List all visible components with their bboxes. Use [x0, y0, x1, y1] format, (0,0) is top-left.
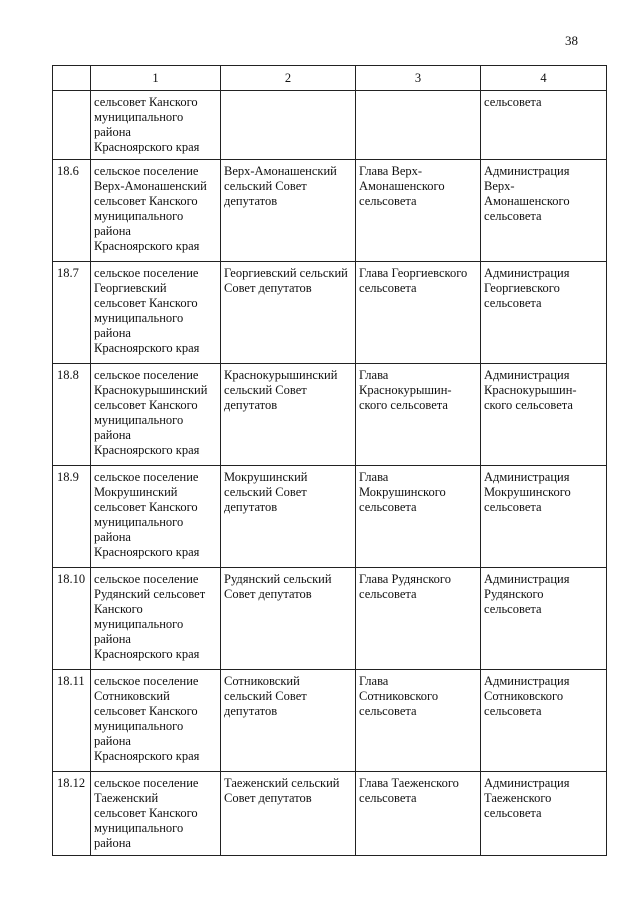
row-number-cell: 18.8 [53, 364, 91, 466]
administration-cell: Администрация Верх- Амонашенского сельсовета [481, 160, 607, 262]
municipality-cell: сельсовет Канского муниципального района Красноярского края [91, 91, 221, 160]
administration-cell: Администрация Таеженского сельсовета [481, 772, 607, 856]
municipality-cell: сельское поселение Рудянский сельсовет Канского муниципального района Красноярского края [91, 568, 221, 670]
administration-cell: Администрация Мокрушинского сельсовета [481, 466, 607, 568]
municipality-cell: сельское поселение Краснокурышинский сельсовет Канского муниципального района Красноярского края [91, 364, 221, 466]
head-cell: Глава Сотниковского сельсовета [356, 670, 481, 772]
head-cell: Глава Георгиевского сельсовета [356, 262, 481, 364]
administration-cell: сельсовета [481, 91, 607, 160]
table-row [53, 160, 607, 262]
row-number-cell: 18.9 [53, 466, 91, 568]
table-row [53, 568, 607, 670]
head-cell: Глава Таеженского сельсовета [356, 772, 481, 856]
table-header-row [53, 66, 607, 91]
header-cell-3: 3 [356, 66, 481, 91]
row-number-cell: 18.6 [53, 160, 91, 262]
council-cell [221, 91, 356, 160]
table-row [53, 772, 607, 856]
header-cell-1: 1 [91, 66, 221, 91]
header-cell-4: 4 [481, 66, 607, 91]
administration-cell: Администрация Рудянского сельсовета [481, 568, 607, 670]
council-cell: Верх-Амонашенский сельский Совет депутатов [221, 160, 356, 262]
administration-cell: Администрация Краснокурышин- ского сельсовета [481, 364, 607, 466]
council-cell: Краснокурышинский сельский Совет депутатов [221, 364, 356, 466]
row-number-cell: 18.11 [53, 670, 91, 772]
municipality-cell: сельское поселение Сотниковский сельсовет Канского муниципального района Красноярского края [91, 670, 221, 772]
administration-cell: Администрация Сотниковского сельсовета [481, 670, 607, 772]
council-cell: Таеженский сельский Совет депутатов [221, 772, 356, 856]
council-cell: Рудянский сельский Совет депутатов [221, 568, 356, 670]
table-row [53, 364, 607, 466]
council-cell: Сотниковский сельский Совет депутатов [221, 670, 356, 772]
head-cell: Глава Краснокурышин- ского сельсовета [356, 364, 481, 466]
municipality-cell: сельское поселение Мокрушинский сельсовет Канского муниципального района Красноярского края [91, 466, 221, 568]
council-cell: Мокрушинский сельский Совет депутатов [221, 466, 356, 568]
head-cell: Глава Верх- Амонашенского сельсовета [356, 160, 481, 262]
council-cell: Георгиевский сельский Совет депутатов [221, 262, 356, 364]
head-cell: Глава Мокрушинского сельсовета [356, 466, 481, 568]
row-number-cell [53, 91, 91, 160]
head-cell: Глава Рудянского сельсовета [356, 568, 481, 670]
table-row [53, 466, 607, 568]
table-row [53, 670, 607, 772]
administration-cell: Администрация Георгиевского сельсовета [481, 262, 607, 364]
header-cell-num [53, 66, 91, 91]
page-number: 38 [565, 33, 578, 48]
municipality-cell: сельское поселение Верх-Амонашенский сельсовет Канского муниципального района Красноярского края [91, 160, 221, 262]
data-table [52, 65, 607, 856]
row-number-cell: 18.12 [53, 772, 91, 856]
header-cell-2: 2 [221, 66, 356, 91]
row-number-cell: 18.10 [53, 568, 91, 670]
table-row [53, 91, 607, 160]
row-number-cell: 18.7 [53, 262, 91, 364]
municipality-cell: сельское поселение Таеженский сельсовет Канского муниципального района [91, 772, 221, 856]
municipality-cell: сельское поселение Георгиевский сельсовет Канского муниципального района Красноярского края [91, 262, 221, 364]
table-row [53, 262, 607, 364]
head-cell [356, 91, 481, 160]
